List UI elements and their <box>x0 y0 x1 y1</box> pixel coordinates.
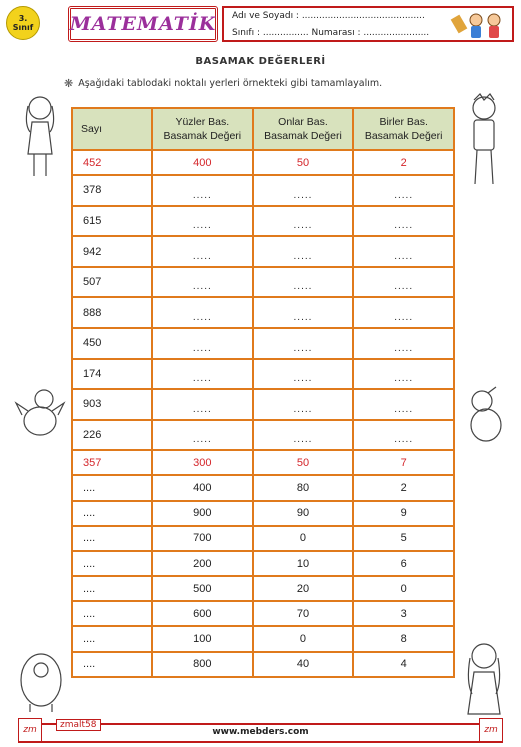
cell-hundreds: 200 <box>152 551 253 576</box>
table-row <box>72 450 454 475</box>
cell-number: 452 <box>72 150 152 175</box>
princess-cartoon-icon <box>458 638 510 716</box>
grade-number: 3. <box>18 14 28 23</box>
cell-number: 615 <box>72 206 152 237</box>
cell-ones[interactable]: ..... <box>353 420 454 451</box>
cell-number: 888 <box>72 297 152 328</box>
cell-ones[interactable]: ..... <box>353 206 454 237</box>
cell-hundreds[interactable]: ..... <box>152 328 253 359</box>
cell-hundreds[interactable]: ..... <box>152 267 253 298</box>
table-row <box>72 236 454 267</box>
cell-number[interactable]: .... <box>72 501 152 526</box>
cell-ones[interactable]: ..... <box>353 175 454 206</box>
cell-number: 450 <box>72 328 152 359</box>
cell-tens[interactable]: ..... <box>253 389 354 420</box>
subject-title: MATEMATİK <box>69 13 217 35</box>
cell-hundreds: 300 <box>152 450 253 475</box>
cell-number[interactable]: .... <box>72 601 152 626</box>
kids-icon <box>448 10 508 40</box>
cell-hundreds[interactable]: ..... <box>152 389 253 420</box>
cell-ones[interactable]: ..... <box>353 236 454 267</box>
cell-hundreds: 500 <box>152 576 253 601</box>
cell-number[interactable]: .... <box>72 551 152 576</box>
page-title: BASAMAK DEĞERLERİ <box>195 56 326 67</box>
table-row <box>72 297 454 328</box>
table-row <box>72 475 454 500</box>
table-row <box>72 175 454 206</box>
table-row <box>72 652 454 677</box>
cell-tens[interactable]: ..... <box>253 420 354 451</box>
cell-ones: 9 <box>353 501 454 526</box>
cell-ones: 4 <box>353 652 454 677</box>
grade-label: Sınıf <box>12 23 34 32</box>
cell-tens[interactable]: ..... <box>253 206 354 237</box>
cell-number[interactable]: .... <box>72 576 152 601</box>
cell-hundreds: 400 <box>152 150 253 175</box>
cell-number: 174 <box>72 359 152 390</box>
cell-ones[interactable]: ..... <box>353 359 454 390</box>
flower-icon: ❋ <box>64 77 74 90</box>
instruction-text: Aşağıdaki tablodaki noktalı yerleri örnekteki gibi tamamlayalım. <box>78 78 383 89</box>
name-line: Adı ve Soyadı : ........................................... <box>232 11 425 21</box>
corner-logo-left: zm <box>18 718 42 742</box>
col-header-tens: Onlar Bas. Basamak Değeri <box>253 108 354 150</box>
cell-ones: 6 <box>353 551 454 576</box>
cell-tens: 70 <box>253 601 354 626</box>
cell-ones[interactable]: ..... <box>353 389 454 420</box>
cell-hundreds[interactable]: ..... <box>152 236 253 267</box>
cell-number: 226 <box>72 420 152 451</box>
cell-ones[interactable]: ..... <box>353 328 454 359</box>
monster-cartoon-icon <box>14 640 68 714</box>
cell-number: 942 <box>72 236 152 267</box>
cell-tens: 80 <box>253 475 354 500</box>
student-info-box <box>222 6 514 42</box>
table-row <box>72 551 454 576</box>
place-value-table <box>71 107 455 678</box>
dragon-cartoon-icon <box>14 385 66 447</box>
col-header-ones: Birler Bas. Basamak Değeri <box>353 108 454 150</box>
cell-tens: 40 <box>253 652 354 677</box>
girl-cartoon-icon <box>20 92 60 182</box>
table-row <box>72 626 454 651</box>
boy-cartoon-icon <box>462 92 506 188</box>
corner-logo-right: zm <box>479 718 503 742</box>
table-row <box>72 359 454 390</box>
cell-tens: 0 <box>253 626 354 651</box>
cell-number[interactable]: .... <box>72 652 152 677</box>
cell-ones[interactable]: ..... <box>353 267 454 298</box>
cell-number: 903 <box>72 389 152 420</box>
table-row <box>72 150 454 175</box>
cell-tens: 0 <box>253 526 354 551</box>
cell-ones: 5 <box>353 526 454 551</box>
cell-ones: 0 <box>353 576 454 601</box>
cell-hundreds: 600 <box>152 601 253 626</box>
cell-hundreds[interactable]: ..... <box>152 297 253 328</box>
cell-tens[interactable]: ..... <box>253 267 354 298</box>
cell-tens[interactable]: ..... <box>253 297 354 328</box>
cell-number[interactable]: .... <box>72 626 152 651</box>
cell-ones: 7 <box>353 450 454 475</box>
col-header-hundreds: Yüzler Bas. Basamak Değeri <box>152 108 253 150</box>
cell-tens[interactable]: ..... <box>253 328 354 359</box>
table-header-row <box>72 108 454 150</box>
cell-hundreds: 800 <box>152 652 253 677</box>
col-header-number: Sayı <box>72 108 152 150</box>
cell-tens[interactable]: ..... <box>253 236 354 267</box>
table-row <box>72 601 454 626</box>
cell-hundreds: 100 <box>152 626 253 651</box>
cell-ones[interactable]: ..... <box>353 297 454 328</box>
table-row <box>72 328 454 359</box>
table-row <box>72 206 454 237</box>
cell-tens: 90 <box>253 501 354 526</box>
cell-tens[interactable]: ..... <box>253 175 354 206</box>
cell-hundreds[interactable]: ..... <box>152 175 253 206</box>
cell-tens: 50 <box>253 150 354 175</box>
cell-number: 507 <box>72 267 152 298</box>
cell-hundreds[interactable]: ..... <box>152 206 253 237</box>
grade-badge <box>6 6 40 40</box>
cell-tens: 10 <box>253 551 354 576</box>
cell-tens: 20 <box>253 576 354 601</box>
table-row <box>72 576 454 601</box>
class-line: Sınıfı : ................ Numarası : ....................... <box>232 28 430 38</box>
cell-tens: 50 <box>253 450 354 475</box>
site-url[interactable]: www.mebders.com <box>212 727 309 737</box>
dinosaur-cartoon-icon <box>458 385 512 449</box>
cell-ones: 2 <box>353 475 454 500</box>
cell-number[interactable]: .... <box>72 475 152 500</box>
table-row <box>72 389 454 420</box>
cell-hundreds[interactable]: ..... <box>152 359 253 390</box>
cell-hundreds: 400 <box>152 475 253 500</box>
cell-ones: 2 <box>353 150 454 175</box>
table-row <box>72 501 454 526</box>
cell-ones: 8 <box>353 626 454 651</box>
table-row <box>72 267 454 298</box>
subject-title-box <box>68 6 218 42</box>
cell-tens[interactable]: ..... <box>253 359 354 390</box>
cell-hundreds: 700 <box>152 526 253 551</box>
cell-hundreds[interactable]: ..... <box>152 420 253 451</box>
cell-hundreds: 900 <box>152 501 253 526</box>
table-row <box>72 526 454 551</box>
cell-number: 378 <box>72 175 152 206</box>
cell-number[interactable]: .... <box>72 526 152 551</box>
author-tag: zmalt58 <box>56 719 101 731</box>
instruction <box>64 77 382 90</box>
cell-ones: 3 <box>353 601 454 626</box>
table-row <box>72 420 454 451</box>
cell-number: 357 <box>72 450 152 475</box>
